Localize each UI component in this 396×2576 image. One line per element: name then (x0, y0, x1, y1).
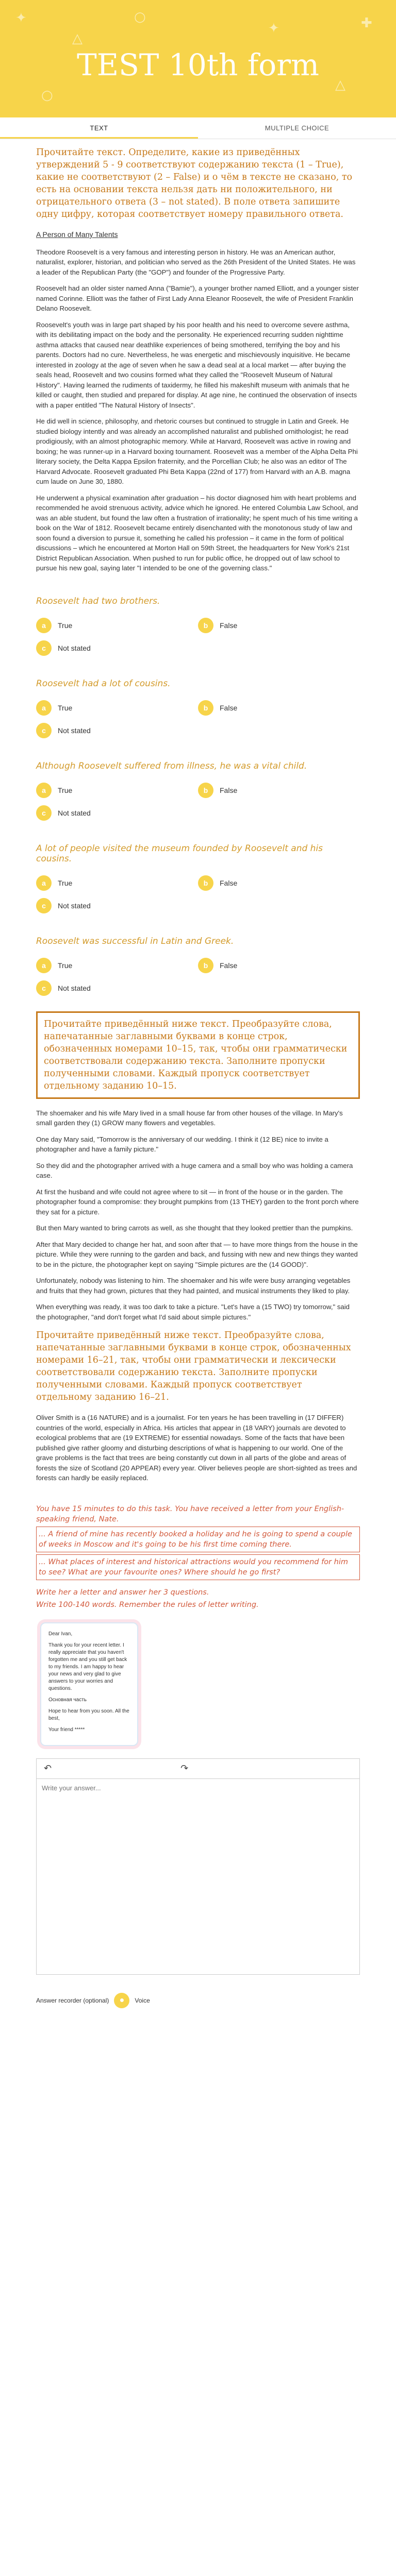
story-paragraph: One day Mary said, "Tomorrow is the anniversary of our wedding. I think it (12 BE) nice to invite a photographer and have a family picture." (36, 1135, 328, 1153)
story-paragraph: So they did and the photographer arrived with a huge camera and a small boy who was holding a camera case. (36, 1161, 353, 1179)
option-label: True (58, 961, 73, 970)
redo-icon[interactable]: ↷ (180, 1763, 189, 1773)
letter-task (36, 1504, 360, 1610)
story (36, 1108, 360, 1323)
editor-toolbar (36, 1758, 360, 1779)
task-line: Write her a letter and answer her 3 questions. (36, 1588, 209, 1597)
option-label: True (58, 878, 73, 887)
option-false[interactable] (198, 700, 360, 716)
option-not-stated[interactable] (36, 723, 198, 738)
option-label: Not stated (58, 984, 91, 992)
option-label: Not stated (58, 808, 91, 817)
recorder-label: Answer recorder (optional) (36, 1996, 109, 2004)
task-line: Write 100-140 words. Remember the rules of letter writing. (36, 1600, 259, 1609)
option-label: False (220, 878, 238, 887)
story-paragraph: After that Mary decided to change her hat, and soon after that — to have more things from the house in the picture. While they were running to the garden and back, and fussing with new and new things they wanted to be in the picture, the photographer kept on saying "Simple pictures are the (14 GOOD)". (36, 1240, 358, 1268)
task-line: ... What places of interest and historical attractions would you recommend for him to see? What are your favourite ones? Where should he go first? (36, 1554, 360, 1580)
option-letter: a (36, 875, 52, 891)
option-true[interactable] (36, 700, 198, 716)
task-line: You have 15 minutes to do this task. You have received a letter from your English-speaking friend, Nate. (36, 1504, 344, 1523)
instruction-text: Прочитайте текст. Определите, какие из приведённых утверждений 5 - 9 соответствуют содержанию текста (1 – True), какие не соответствуют (2 – False) и о чём в тексте не сказано, то есть на основании текста нельзя дать ни положительного, ни отрицательного ответа (3 – not stated). В поле ответа запишите одну цифру, которая соответствует номеру правильного ответа. (36, 147, 353, 219)
letter-template (40, 1622, 138, 1746)
option-letter: c (36, 980, 52, 996)
letter-line: Dear Ivan, (48, 1631, 73, 1637)
option-letter: c (36, 723, 52, 738)
option-letter: b (198, 700, 213, 716)
triangle-decoration-icon: △ (72, 31, 82, 46)
option-letter: b (198, 618, 213, 633)
story-paragraph: But then Mary wanted to bring carrots as well, as she thought that they looked prettier than the pumpkins. (36, 1224, 353, 1232)
voice-button[interactable]: Voice (135, 1996, 150, 2004)
article-paragraph: Roosevelt had an older sister named Anna ("Bamie"), a younger brother named Elliott, and a younger sister named Corinne. Elliott was the father of First Lady Anna Eleanor Roosevelt, the wife of President Franklin Delano Roosevelt. (36, 284, 359, 312)
option-letter: a (36, 958, 52, 973)
header-banner (0, 0, 396, 117)
question-text: Roosevelt had two brothers. (36, 596, 160, 606)
article-paragraph: Roosevelt's youth was in large part shaped by his poor health and his need to overcome severe asthma, with its debilitating impact on the body and the personality. He experienced recurring sudden nighttime asthma attacks that caused near deathlike experiences of being smothered, terrifying the boy and his parents. Doctors had no cure. Nevertheless, he was energetic and mischievously inquisitive. He became interested in zoology at the age of seven when he saw a dead seal at a local market — after buying the seals head, Roosevelt and two cousins formed what they called the "Roosevelt Museum of Natural History". Having learned the rudiments of taxidermy, he filled his makeshift museum with animals that he killed or caught, then studied and prepared for display. At age nine, he continued the observation of insects with a paper entitled "The Natural History of Insects". (36, 320, 357, 409)
option-label: False (220, 621, 238, 630)
letter-line: Thank you for your recent letter. I really appreciate that you haven't forgotten me and you still get back to my friends. I am happy to hear your news and very glad to give answers to your worries and questions. (48, 1642, 127, 1691)
question-1 (36, 596, 360, 656)
option-letter: a (36, 700, 52, 716)
article-paragraph: He underwent a physical examination after graduation – his doctor diagnosed him with heart problems and recommended he avoid strenuous activity, advice which he ignored. He entered Columbia Law School, and was an able student, but found the law often a frustration of irrationality; he spent much of his time writing a book on the War of 1812. Roosevelt became entirely disenchanted with the monotonous study of law and soon found a diversion to pursue it, something he called his profession – it came in the form of political discussions – which he encountered at Morton Hall on 59th Street, the headquarters for New York's 21st District Republican Association. When pushed to run for public office, he dropped out of law school to pursue his new goal, saying later "I intended to be one of the governing class." (36, 494, 358, 572)
letter-line: Your friend ***** (48, 1726, 85, 1733)
answer-recorder (36, 1993, 360, 2008)
tab-bar (0, 117, 396, 139)
task-line: ... A friend of mine has recently booked a holiday and he is going to spend a couple of weeks in Moscow and it's going to be his first time coming there. (36, 1527, 360, 1552)
option-true[interactable] (36, 958, 198, 973)
circle-decoration-icon: ○ (41, 88, 53, 103)
option-not-stated[interactable] (36, 640, 198, 656)
instruction-box: Прочитайте приведённый ниже текст. Преобразуйте слова, напечатанные заглавными буквами в конце строк, обозначенных номерами 10–15, так, чтобы они грамматически соответствовали содержанию текста. Заполните пропуски полученными словами. Каждый пропуск соответствует отдельному заданию 10–15. (36, 1011, 360, 1099)
article (36, 230, 360, 573)
option-letter: b (198, 958, 213, 973)
letter-line: Hope to hear from you soon. All the best, (48, 1708, 129, 1721)
story-paragraph: At first the husband and wife could not agree where to sit — in front of the house or in the garden. The photographer found a compromise: they brought pumpkins from (13 THEY) garden to the front porch where they sat for a picture. (36, 1188, 359, 1216)
option-label: Not stated (58, 643, 91, 652)
page-title: TEST 10th form (77, 47, 319, 82)
story-2 (36, 1413, 360, 1483)
tab-multiple-choice[interactable]: MULTIPLE CHOICE (265, 124, 329, 132)
option-true[interactable] (36, 618, 198, 633)
star-decoration-icon: ✦ (268, 21, 279, 36)
microphone-icon[interactable]: ● (114, 1993, 129, 2008)
question-text: Roosevelt had a lot of cousins. (36, 678, 171, 689)
question-text: A lot of people visited the museum founded by Roosevelt and his cousins. (36, 843, 323, 864)
option-false[interactable] (198, 783, 360, 798)
tab-text[interactable]: TEXT (0, 117, 198, 139)
option-letter: b (198, 875, 213, 891)
option-true[interactable] (36, 875, 198, 891)
story-paragraph: Oliver Smith is a (16 NATURE) and is a journalist. For ten years he has been travelling in (17 DIFFER) countries of the world, especially in Africa. His articles that appear in (18 VARY) journals are devoted to ecological problems that are (19 EXTREME) for essential nowadays. Some of the facts that have been published give rather gloomy and disturbing descriptions of what is happening to our world. One of the grave problems is the fact that trees are being constantly cut down in all parts of the globe and areas of forests the size of Scotland (20 APPEAR) every year. Oliver believes people are short-sighted as trees and forests can hardly be easily replaced. (36, 1414, 357, 1482)
option-not-stated[interactable] (36, 898, 198, 913)
option-letter: c (36, 898, 52, 913)
option-label: False (220, 786, 238, 794)
answer-textarea[interactable] (36, 1779, 360, 1975)
letter-line: Основная часть (48, 1697, 87, 1703)
option-letter: a (36, 783, 52, 798)
option-true[interactable] (36, 783, 198, 798)
option-label: Not stated (58, 901, 91, 910)
article-paragraph: He did well in science, philosophy, and rhetoric courses but continued to struggle in Latin and Greek. He studied biology intently and was already an accomplished naturalist and published ornithologist; he read prodigiously, with an almost photographic memory. While at Harvard, Roosevelt was active in rowing and boxing; he was runner-up in a Harvard boxing tournament. Roosevelt was a member of the Alpha Delta Phi literary society, the Delta Kappa Epsilon fraternity, and the Porcellian Club; he also was an editor of The Harvard Advocate. Roosevelt graduated Phi Beta Kappa (22nd of 177) from Harvard with an A.B. magna cum laude on June 30, 1880. (36, 417, 358, 485)
triangle-decoration-icon: △ (335, 77, 345, 93)
option-label: Not stated (58, 726, 91, 735)
story-paragraph: The shoemaker and his wife Mary lived in a small house far from other houses of the village. In Mary's small garden they (1) GROW many flowers and vegetables. (36, 1109, 343, 1127)
option-label: True (58, 786, 73, 794)
option-false[interactable] (198, 618, 360, 633)
option-false[interactable] (198, 958, 360, 973)
option-letter: a (36, 618, 52, 633)
star-decoration-icon: ✦ (15, 10, 27, 26)
story-paragraph: When everything was ready, it was too dark to take a picture. "Let's have a (15 TWO) try tomorrow," said the photographer, "and don't forget what I'd said about simple pictures." (36, 1303, 350, 1321)
plus-decoration-icon: ✚ (361, 15, 372, 31)
question-text: Although Roosevelt suffered from illness, he was a vital child. (36, 760, 307, 771)
undo-icon[interactable]: ↶ (44, 1763, 52, 1773)
circle-decoration-icon: ○ (134, 9, 146, 25)
question-2 (36, 679, 360, 738)
option-letter: c (36, 805, 52, 821)
question-4 (36, 843, 360, 913)
question-text: Roosevelt was successful in Latin and Greek. (36, 936, 234, 946)
option-label: True (58, 621, 73, 630)
option-label: False (220, 961, 238, 970)
option-label: False (220, 703, 238, 712)
option-false[interactable] (198, 875, 360, 891)
question-3 (36, 761, 360, 821)
article-title: A Person of Many Talents (36, 230, 118, 239)
question-5 (36, 936, 360, 996)
article-paragraph: Theodore Roosevelt is a very famous and interesting person in history. He was an American author, naturalist, explorer, historian, and politician who served as the 26th President of the United States. He was a leader of the Republican Party (the "GOP") and founder of the Progressive Party. (36, 248, 356, 276)
option-letter: b (198, 783, 213, 798)
story-paragraph: Unfortunately, nobody was listening to him. The shoemaker and his wife were busy arranging vegetables and fruits that they had grown, pictures that they had painted, and musical instruments they liked to play. (36, 1277, 351, 1295)
instruction-text-2: Прочитайте приведённый ниже текст. Преобразуйте слова, напечатанные заглавными буквами в конце строк, обозначенных номерами 16–21, так, чтобы они грамматически и лексически соответствовали содержанию текста. Заполните пропуски полученными словами. Каждый пропуск соответствует отдельному заданию 16–21. (36, 1330, 351, 1402)
option-label: True (58, 703, 73, 712)
option-not-stated[interactable] (36, 805, 198, 821)
option-letter: c (36, 640, 52, 656)
option-not-stated[interactable] (36, 980, 198, 996)
